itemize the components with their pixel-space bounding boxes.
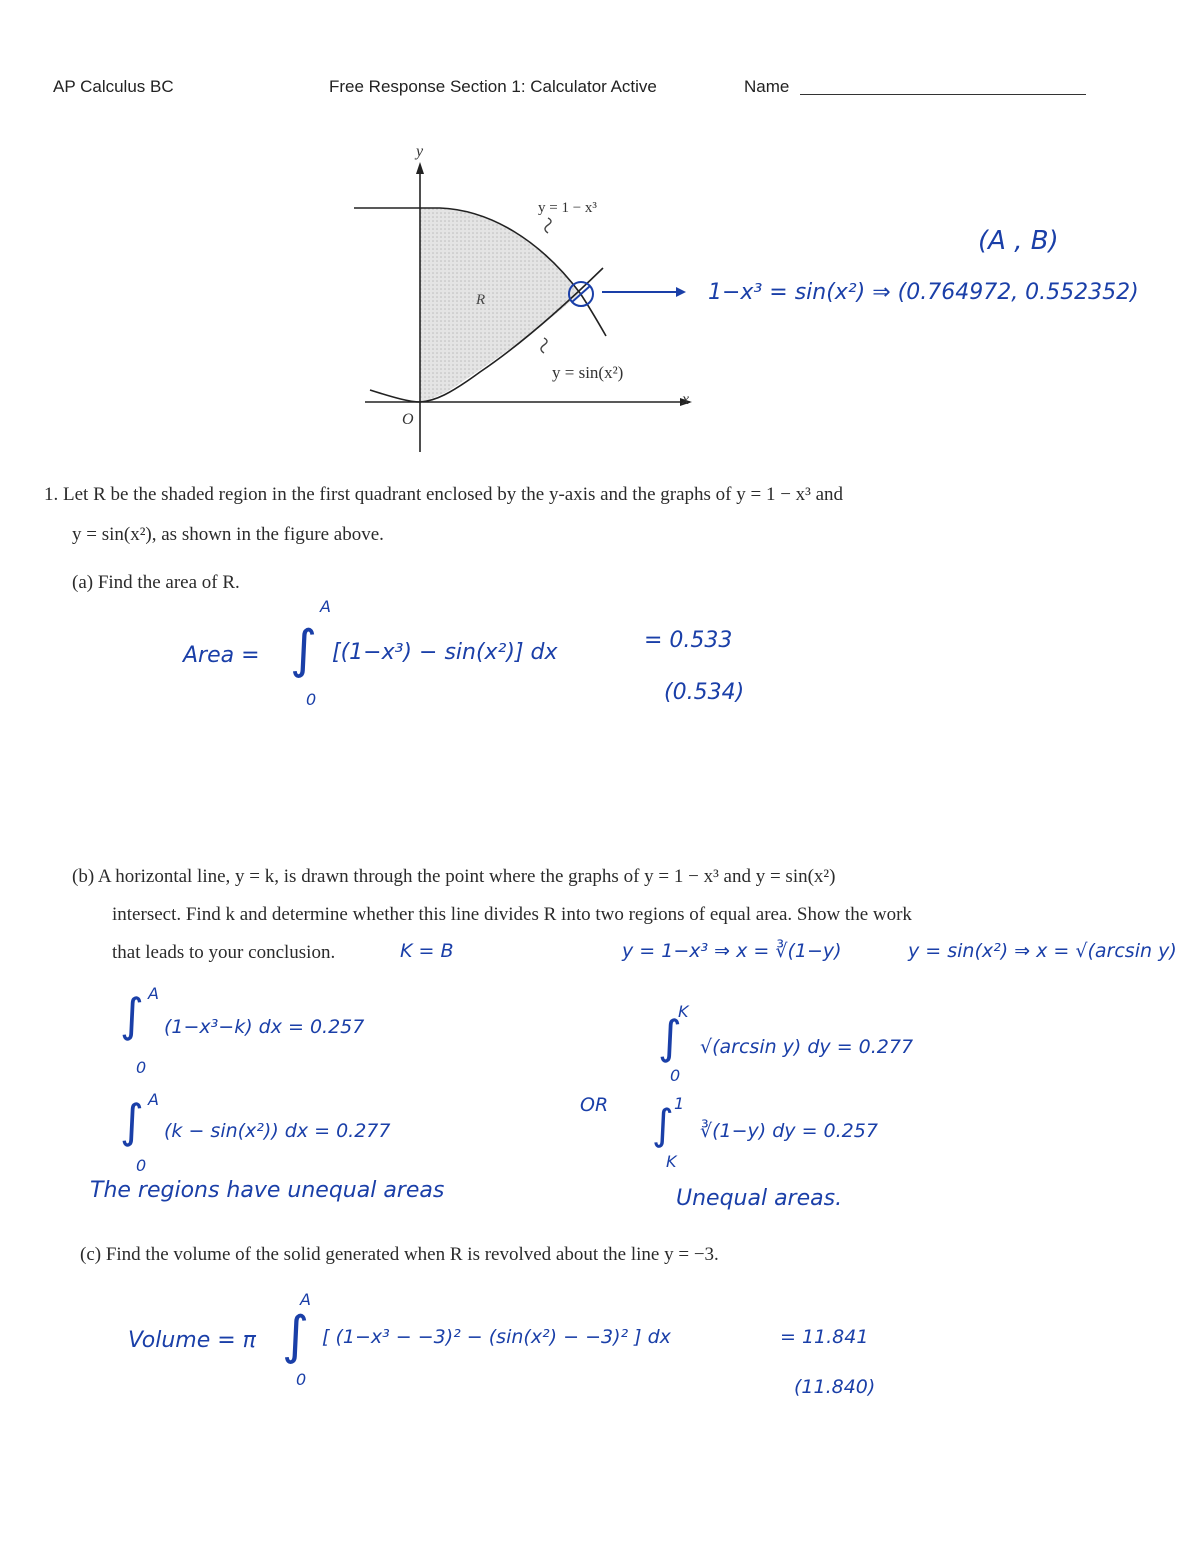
curve-top-label: y = 1 − x³ <box>538 200 597 216</box>
squiggle-bottom <box>541 338 547 353</box>
problem-intro-line-2: y = sin(x²), as shown in the figure above. <box>72 524 384 545</box>
problem-intro-line-1: 1. Let R be the shaded region in the first quadrant enclosed by the y-axis and the graphs of y = 1 − x³ and <box>44 484 844 505</box>
point-label-ab: (A , B) <box>978 226 1059 256</box>
part-b-line-1: (b) A horizontal line, y = k, is drawn through the point where the graphs of y = 1 − x³ and y = sin(x²) <box>72 866 836 887</box>
int2-expression: (k − sin(x²)) dx = 0.277 <box>164 1120 391 1142</box>
integral-sign-b3: ∫ <box>658 1010 682 1064</box>
arrow-to-equation <box>600 280 690 304</box>
inverse-1: y = 1−x³ ⇒ x = ∛(1−y) <box>622 940 842 962</box>
part-b-line-3: that leads to your conclusion. <box>112 942 336 963</box>
area-result: = 0.533 <box>644 628 733 653</box>
int4-expression: ∛(1−y) dy = 0.257 <box>700 1120 878 1142</box>
int2-upper: A <box>148 1090 159 1109</box>
area-label: Area = <box>183 643 260 668</box>
int3-upper: K <box>678 1002 689 1021</box>
volume-integrand: [ (1−x³ − −3)² − (sin(x²) − −3)² ] dx <box>322 1326 671 1348</box>
int1-upper: A <box>148 984 159 1003</box>
int3-expression: √(arcsin y) dy = 0.277 <box>700 1036 914 1058</box>
conclusion-right: Unequal areas. <box>676 1186 843 1211</box>
part-a-prompt: (a) Find the area of R. <box>72 572 240 593</box>
intersection-equation: 1−x³ = sin(x²) ⇒ (0.764972, 0.552352) <box>708 280 1139 305</box>
volume-lower-limit: 0 <box>296 1370 307 1389</box>
y-axis-arrow <box>416 162 424 174</box>
name-blank-line <box>800 94 1086 95</box>
integral-sign-b4: ∫ <box>652 1100 674 1149</box>
name-label: Name <box>744 77 790 96</box>
inverse-2: y = sin(x²) ⇒ x = √(arcsin y) <box>908 940 1177 962</box>
region-label: R <box>476 292 486 308</box>
conclusion-left: The regions have unequal areas <box>90 1178 445 1203</box>
section-title: Free Response Section 1: Calculator Active <box>329 77 657 96</box>
volume-alt-result: (11.840) <box>794 1376 876 1398</box>
volume-upper-limit: A <box>300 1290 311 1309</box>
volume-label: Volume = π <box>128 1328 256 1353</box>
int4-upper: 1 <box>674 1094 685 1113</box>
int4-lower: K <box>666 1152 677 1171</box>
volume-result: = 11.841 <box>780 1326 869 1348</box>
k-equals-b: K = B <box>400 940 454 962</box>
area-alt-result: (0.534) <box>664 680 745 705</box>
integral-sign-a: ∫ <box>290 620 318 680</box>
curve-bottom-label: y = sin(x²) <box>552 363 624 382</box>
part-b-line-2: intersect. Find k and determine whether this line divides R into two regions of equal area. Show the work <box>112 904 912 925</box>
area-lower-limit: 0 <box>306 690 317 709</box>
int2-lower: 0 <box>136 1156 147 1175</box>
int3-lower: 0 <box>670 1066 681 1085</box>
x-axis-label: x <box>682 391 690 408</box>
or-label: OR <box>580 1094 609 1116</box>
squiggle-top <box>545 218 551 233</box>
y-axis-label: y <box>416 143 424 160</box>
part-c-prompt: (c) Find the volume of the solid generated when R is revolved about the line y = −3. <box>80 1244 719 1265</box>
int1-expression: (1−x³−k) dx = 0.257 <box>164 1016 365 1038</box>
integral-sign-b2: ∫ <box>120 1094 144 1148</box>
integral-sign-b1: ∫ <box>120 988 144 1042</box>
area-upper-limit: A <box>320 597 331 616</box>
integral-sign-c: ∫ <box>282 1306 310 1366</box>
int1-lower: 0 <box>136 1058 147 1077</box>
area-integrand: [(1−x³) − sin(x²)] dx <box>332 640 558 665</box>
course-title: AP Calculus BC <box>53 77 174 96</box>
origin-label: O <box>402 411 414 428</box>
